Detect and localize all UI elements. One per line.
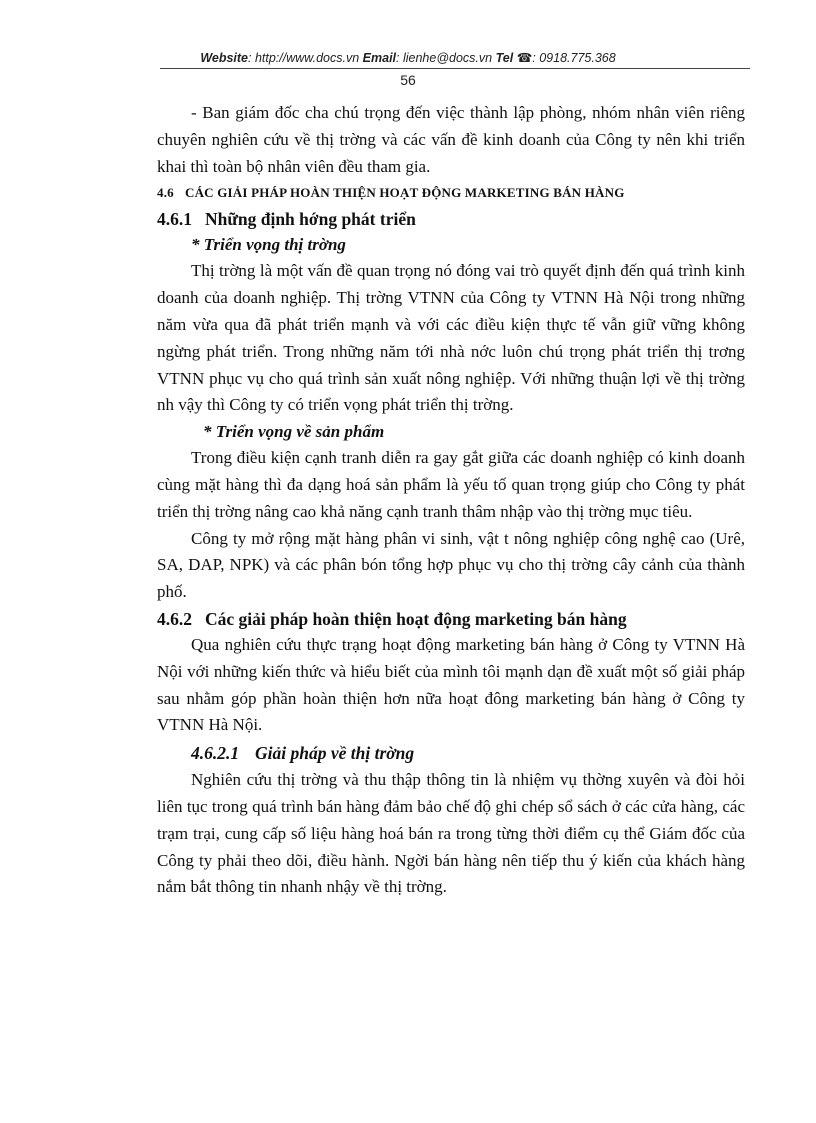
section-title: CÁC GIẢI PHÁP HOÀN THIỆN HOẠT ĐỘNG MARKETING BÁN HÀNG [185, 185, 625, 201]
phone-icon: ☎ [516, 51, 533, 65]
section-heading-4-6 [157, 180, 745, 206]
section-number: 4.6.1 [157, 209, 192, 230]
section-title: Những định hớng phát triển [205, 209, 416, 230]
section-heading-4-6-1 [157, 206, 745, 232]
section-number: 4.6 [157, 185, 174, 201]
paragraph-market-outlook: Thị trờng là một vấn đề quan trọng nó đóng vai trò quyết định đến quá trình kinh doanh của doanh nghiệp. Thị trờng VTNN của Công ty VTNN Hà Nội trong những năm vừa qua đã phát triển mạnh và với các điều kiện thực tế vẫn giữ vững không ngừng phát triển. Trong những năm tới nhà nớc luôn chú trọng phát triển thị trơng VTNN phục vụ cho quá trình sản xuất nông nghiệp. Với những thuận lợi về thị trờng nh vậy thì Công ty có triển vọng phát triển thị trờng. [157, 261, 745, 415]
page-number: 56 [400, 72, 416, 88]
website-value: : http://www.docs.vn [248, 51, 360, 65]
subheading-product-outlook: * Triển vọng về sản phẩm [203, 422, 385, 442]
section-number: 4.6.2 [157, 608, 192, 629]
document-body [157, 100, 745, 901]
section-title: Giải pháp về thị trờng [255, 743, 415, 764]
section-heading-4-6-2-1 [157, 739, 745, 767]
page-header [0, 50, 816, 65]
paragraph-product-outlook-2: Công ty mở rộng mặt hàng phân vi sinh, vật t nông nghiệp công nghệ cao (Urê, SA, DAP, NPK) và các phân bón tổng hợp phục vụ cho thị trờng cây cảnh của thành phố. [157, 528, 745, 602]
subheading-market-outlook: * Triển vọng thị trờng [191, 235, 346, 255]
tel-label: Tel [495, 51, 514, 65]
website-label: Website [200, 51, 249, 65]
section-heading-4-6-2 [157, 606, 745, 632]
tel-value: : 0918.775.368 [532, 51, 616, 65]
section-title: Các giải pháp hoàn thiện hoạt động marketing bán hàng [205, 608, 627, 629]
paragraph-market-solution: Nghiên cứu thị trờng và thu thập thông tin là nhiệm vụ thờng xuyên và đòi hỏi liên tục trong quá trình bán hàng đảm bảo chế độ ghi chép sổ sách ở các cửa hàng, các trạm trại, cung cấp số liệu hàng hoá bán ra trong từng thời điểm cụ thể Giám đốc của Công ty phải theo dõi, điều hành. Ngời bán hàng nên tiếp thu ý kiến của khách hàng nắm bắt thông tin nhanh nhậy về thị trờng. [157, 770, 745, 897]
section-number: 4.6.2.1 [191, 743, 240, 764]
paragraph-management: - Ban giám đốc cha chú trọng đến việc thành lập phòng, nhóm nhân viên riêng chuyên nghiên cứu về thị trờng và các vấn đề kinh doanh của Công ty nên khi triển khai thì toàn bộ nhân viên đều tham gia. [157, 103, 745, 176]
paragraph-solutions-intro: Qua nghiên cứu thực trạng hoạt động marketing bán hàng ở Công ty VTNN Hà Nội với những kiến thức và hiểu biết của mình tôi mạnh dạn đề xuất một số giải pháp sau nhằm góp phần hoàn thiện hơn nữa hoạt đông marketing bán hàng ở Công ty VTNN Hà Nội. [157, 634, 745, 735]
email-value: : lienhe@docs.vn [396, 51, 493, 65]
email-label: Email [362, 51, 397, 65]
header-rule [160, 68, 750, 69]
paragraph-product-outlook-1: Trong điều kiện cạnh tranh diễn ra gay gắt giữa các doanh nghiệp có kinh doanh cùng mặt hàng thì đa dạng hoá sản phẩm là yếu tố quan trọng giúp cho Công ty phát triển thị trờng nâng cao khả năng cạnh tranh thâm nhập vào thị trờng mục tiêu. [157, 448, 745, 521]
